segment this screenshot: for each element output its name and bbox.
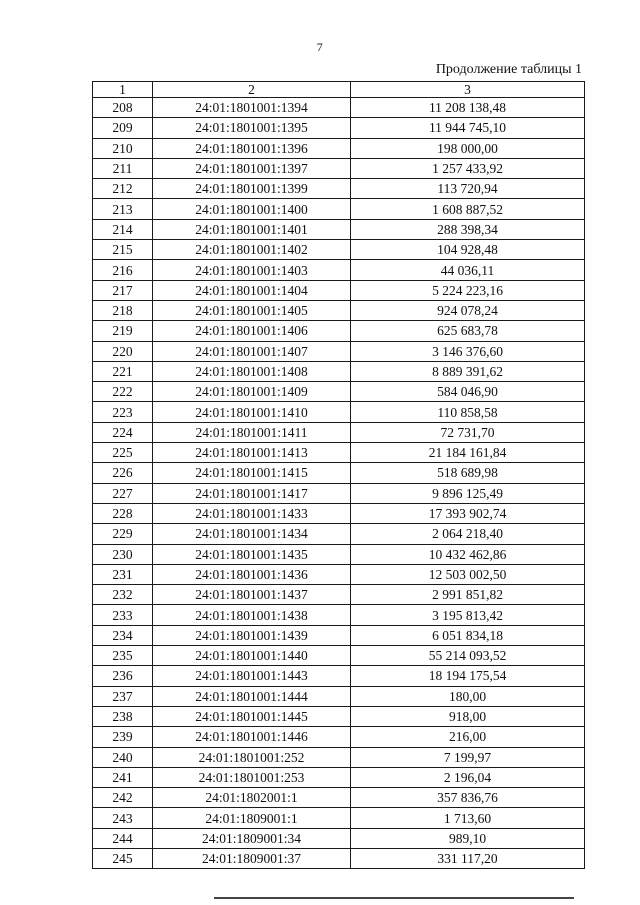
table-row [93,463,585,483]
cadastral-number-cell: 24:01:1801001:1439 [153,625,351,645]
table-row [93,585,585,605]
cadastral-number-cell: 24:01:1801001:1415 [153,463,351,483]
table-row [93,686,585,706]
row-number-cell: 208 [93,98,153,118]
row-number-cell: 242 [93,788,153,808]
cadastral-number-cell: 24:01:1801001:1438 [153,605,351,625]
cadastral-number-cell: 24:01:1801001:1402 [153,240,351,260]
row-number-cell: 234 [93,625,153,645]
table-row [93,382,585,402]
row-number-cell: 213 [93,199,153,219]
cadastral-number-cell: 24:01:1802001:1 [153,788,351,808]
table-row [93,706,585,726]
row-number-cell: 209 [93,118,153,138]
cadastral-value-cell: 3 195 813,42 [351,605,585,625]
cadastral-value-cell: 110 858,58 [351,402,585,422]
row-number-cell: 230 [93,544,153,564]
table-row [93,848,585,868]
cadastral-value-cell: 7 199,97 [351,747,585,767]
row-number-cell: 212 [93,179,153,199]
table-row [93,646,585,666]
cadastral-number-cell: 24:01:1801001:1433 [153,503,351,523]
row-number-cell: 222 [93,382,153,402]
cadastral-value-cell: 18 194 175,54 [351,666,585,686]
row-number-cell: 243 [93,808,153,828]
row-number-cell: 226 [93,463,153,483]
row-number-cell: 240 [93,747,153,767]
table-row [93,544,585,564]
cadastral-value-cell: 10 432 462,86 [351,544,585,564]
cadastral-value-cell: 918,00 [351,706,585,726]
cadastral-number-cell: 24:01:1801001:1411 [153,422,351,442]
table-row [93,138,585,158]
row-number-cell: 219 [93,321,153,341]
cadastral-value-cell: 5 224 223,16 [351,280,585,300]
table-row [93,402,585,422]
cadastral-value-cell: 625 683,78 [351,321,585,341]
cadastral-value-cell: 198 000,00 [351,138,585,158]
cadastral-value-cell: 55 214 093,52 [351,646,585,666]
cadastral-value-cell: 72 731,70 [351,422,585,442]
table-row [93,199,585,219]
cadastral-number-cell: 24:01:1801001:253 [153,767,351,787]
cadastral-value-cell: 8 889 391,62 [351,361,585,381]
row-number-cell: 227 [93,483,153,503]
row-number-cell: 225 [93,443,153,463]
cadastral-number-cell: 24:01:1801001:1405 [153,300,351,320]
cadastral-value-cell: 1 608 887,52 [351,199,585,219]
cadastral-value-cell: 584 046,90 [351,382,585,402]
cadastral-value-cell: 17 393 902,74 [351,503,585,523]
cadastral-number-cell: 24:01:1801001:1406 [153,321,351,341]
column-header-cadastral-number: 2 [153,82,351,98]
cadastral-value-cell: 44 036,11 [351,260,585,280]
row-number-cell: 244 [93,828,153,848]
cadastral-number-cell: 24:01:1801001:1394 [153,98,351,118]
cadastral-value-cell: 21 184 161,84 [351,443,585,463]
table-row [93,260,585,280]
cadastral-number-cell: 24:01:1801001:1444 [153,686,351,706]
cadastral-number-cell: 24:01:1809001:34 [153,828,351,848]
table-row [93,443,585,463]
cadastral-number-cell: 24:01:1801001:1396 [153,138,351,158]
table-row [93,98,585,118]
cadastral-number-cell: 24:01:1801001:1409 [153,382,351,402]
table-row [93,300,585,320]
column-header-number: 1 [93,82,153,98]
cadastral-number-cell: 24:01:1809001:37 [153,848,351,868]
row-number-cell: 211 [93,158,153,178]
cadastral-number-cell: 24:01:1801001:1397 [153,158,351,178]
table-row [93,422,585,442]
cadastral-value-cell: 11 208 138,48 [351,98,585,118]
table-row [93,503,585,523]
cadastral-value-cell: 9 896 125,49 [351,483,585,503]
footer-rule [214,897,574,899]
row-number-cell: 235 [93,646,153,666]
table-row [93,747,585,767]
cadastral-value-cell: 113 720,94 [351,179,585,199]
row-number-cell: 215 [93,240,153,260]
table-caption: Продолжение таблицы 1 [435,62,582,77]
row-number-cell: 236 [93,666,153,686]
cadastral-value-cell: 3 146 376,60 [351,341,585,361]
table-row [93,828,585,848]
cadastral-number-cell: 24:01:1801001:1395 [153,118,351,138]
table-row [93,118,585,138]
row-number-cell: 231 [93,564,153,584]
table-row [93,219,585,239]
row-number-cell: 232 [93,585,153,605]
cadastral-number-cell: 24:01:1801001:1408 [153,361,351,381]
table-row [93,524,585,544]
cadastral-value-cell: 1 257 433,92 [351,158,585,178]
table-row [93,483,585,503]
cadastral-value-cell: 2 196,04 [351,767,585,787]
cadastral-number-cell: 24:01:1801001:252 [153,747,351,767]
cadastral-value-cell: 1 713,60 [351,808,585,828]
cadastral-number-cell: 24:01:1801001:1443 [153,666,351,686]
row-number-cell: 223 [93,402,153,422]
cadastral-value-table [92,81,585,869]
cadastral-number-cell: 24:01:1801001:1403 [153,260,351,280]
cadastral-value-cell: 180,00 [351,686,585,706]
table-body [93,98,585,869]
cadastral-number-cell: 24:01:1801001:1437 [153,585,351,605]
column-header-value: 3 [351,82,585,98]
row-number-cell: 229 [93,524,153,544]
table-row [93,341,585,361]
cadastral-value-cell: 12 503 002,50 [351,564,585,584]
cadastral-number-cell: 24:01:1801001:1435 [153,544,351,564]
table-row [93,605,585,625]
table-row [93,666,585,686]
table-row [93,240,585,260]
row-number-cell: 214 [93,219,153,239]
table-row [93,361,585,381]
table-row [93,625,585,645]
cadastral-number-cell: 24:01:1801001:1399 [153,179,351,199]
table-row [93,727,585,747]
cadastral-value-cell: 518 689,98 [351,463,585,483]
table-row [93,280,585,300]
cadastral-value-cell: 331 117,20 [351,848,585,868]
cadastral-number-cell: 24:01:1801001:1401 [153,219,351,239]
cadastral-value-cell: 104 928,48 [351,240,585,260]
cadastral-number-cell: 24:01:1801001:1417 [153,483,351,503]
row-number-cell: 238 [93,706,153,726]
row-number-cell: 239 [93,727,153,747]
cadastral-number-cell: 24:01:1801001:1440 [153,646,351,666]
cadastral-value-cell: 989,10 [351,828,585,848]
row-number-cell: 245 [93,848,153,868]
cadastral-value-cell: 2 991 851,82 [351,585,585,605]
page-number: 7 [316,40,324,54]
row-number-cell: 233 [93,605,153,625]
cadastral-number-cell: 24:01:1801001:1445 [153,706,351,726]
table-row [93,158,585,178]
cadastral-number-cell: 24:01:1801001:1407 [153,341,351,361]
table-row [93,788,585,808]
row-number-cell: 228 [93,503,153,523]
cadastral-number-cell: 24:01:1801001:1434 [153,524,351,544]
table-row [93,767,585,787]
row-number-cell: 210 [93,138,153,158]
cadastral-number-cell: 24:01:1801001:1436 [153,564,351,584]
table-row [93,808,585,828]
cadastral-value-cell: 2 064 218,40 [351,524,585,544]
table-row [93,321,585,341]
row-number-cell: 241 [93,767,153,787]
row-number-cell: 217 [93,280,153,300]
table-header-row [93,82,585,98]
cadastral-number-cell: 24:01:1801001:1400 [153,199,351,219]
cadastral-number-cell: 24:01:1801001:1410 [153,402,351,422]
row-number-cell: 220 [93,341,153,361]
cadastral-value-cell: 216,00 [351,727,585,747]
row-number-cell: 224 [93,422,153,442]
cadastral-number-cell: 24:01:1801001:1404 [153,280,351,300]
row-number-cell: 237 [93,686,153,706]
row-number-cell: 216 [93,260,153,280]
row-number-cell: 218 [93,300,153,320]
cadastral-value-cell: 6 051 834,18 [351,625,585,645]
cadastral-value-cell: 288 398,34 [351,219,585,239]
cadastral-number-cell: 24:01:1801001:1446 [153,727,351,747]
row-number-cell: 221 [93,361,153,381]
cadastral-number-cell: 24:01:1809001:1 [153,808,351,828]
cadastral-value-cell: 357 836,76 [351,788,585,808]
cadastral-number-cell: 24:01:1801001:1413 [153,443,351,463]
cadastral-value-cell: 924 078,24 [351,300,585,320]
table-row [93,564,585,584]
table-row [93,179,585,199]
cadastral-value-cell: 11 944 745,10 [351,118,585,138]
